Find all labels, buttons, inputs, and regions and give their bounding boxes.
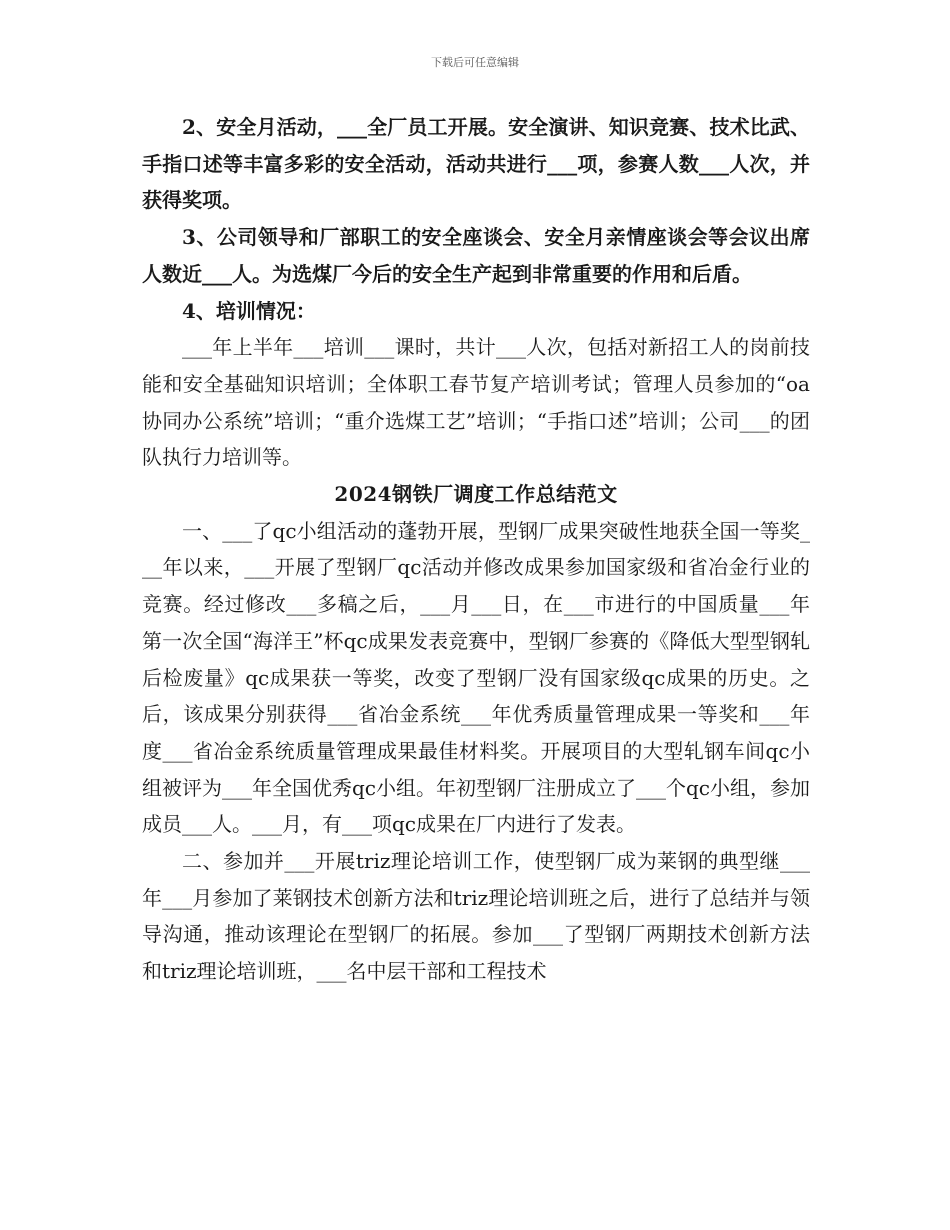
header-note: 下载后可任意编辑 xyxy=(431,56,519,69)
heading-training: 4、培训情况： xyxy=(182,298,316,323)
paragraph-qc: 一、___了qc小组活动的蓬勃开展，型钢厂成果突破性地获全国一等奖___年以来，___开展了型钢厂qc活动并修改成果参加国家级和省冶金行业的竞赛。经过修改___多稿之后，___月___日，在___市进行的中国质量___年第一次全国“海洋王”杯qc成果发表竞赛中，型钢厂参赛的《降低大型型钢轧后检废量》qc成果获一等奖，改变了型钢厂没有国家级qc成果的历史。之后，该成果分别获得___省冶金系统___年优秀质量管理成果一等奖和___年度___省冶金系统质量管理成果最佳材料奖。开展项目的大型轧钢车间qc小组被评为___年全国优秀qc小组。年初型钢厂注册成立了___个qc小组，参加成员___人。___月，有___项qc成果在厂内进行了发表。 xyxy=(142,518,811,837)
paragraph-training: ___年上半年___培训___课时，共计___人次，包括对新招工人的岗前技能和安全基础知识培训；全体职工春节复产培训考试；管理人员参加的“oa协同办公系统”培训；“重介选煤工艺”培训；“手指口述”培训；公司___的团队执行力培训等。 xyxy=(142,335,810,470)
paragraph-safety-meeting: 3、公司领导和厂部职工的安全座谈会、安全月亲情座谈会等会议出席人数近___人。为选煤厂今后的安全生产起到非常重要的作用和后盾。 xyxy=(142,225,810,286)
paragraph-triz: 二、参加并___开展triz理论培训工作，使型钢厂成为莱钢的典型继___年___月参加了莱钢技术创新方法和triz理论培训班之后，进行了总结并与领导沟通，推动该理论在型钢厂的拓展。参加___了型钢厂两期技术创新方法和triz理论培训班，___名中层干部和工程技术 xyxy=(142,849,810,984)
article-title: 2024钢铁厂调度工作总结范文 xyxy=(334,482,618,507)
document-body xyxy=(142,109,810,990)
paragraph-safety-month: 2、安全月活动，___全厂员工开展。安全演讲、知识竞赛、技术比武、手指口述等丰富多彩的安全活动，活动共进行___项，参赛人数___人次，并获得奖项。 xyxy=(142,115,810,213)
